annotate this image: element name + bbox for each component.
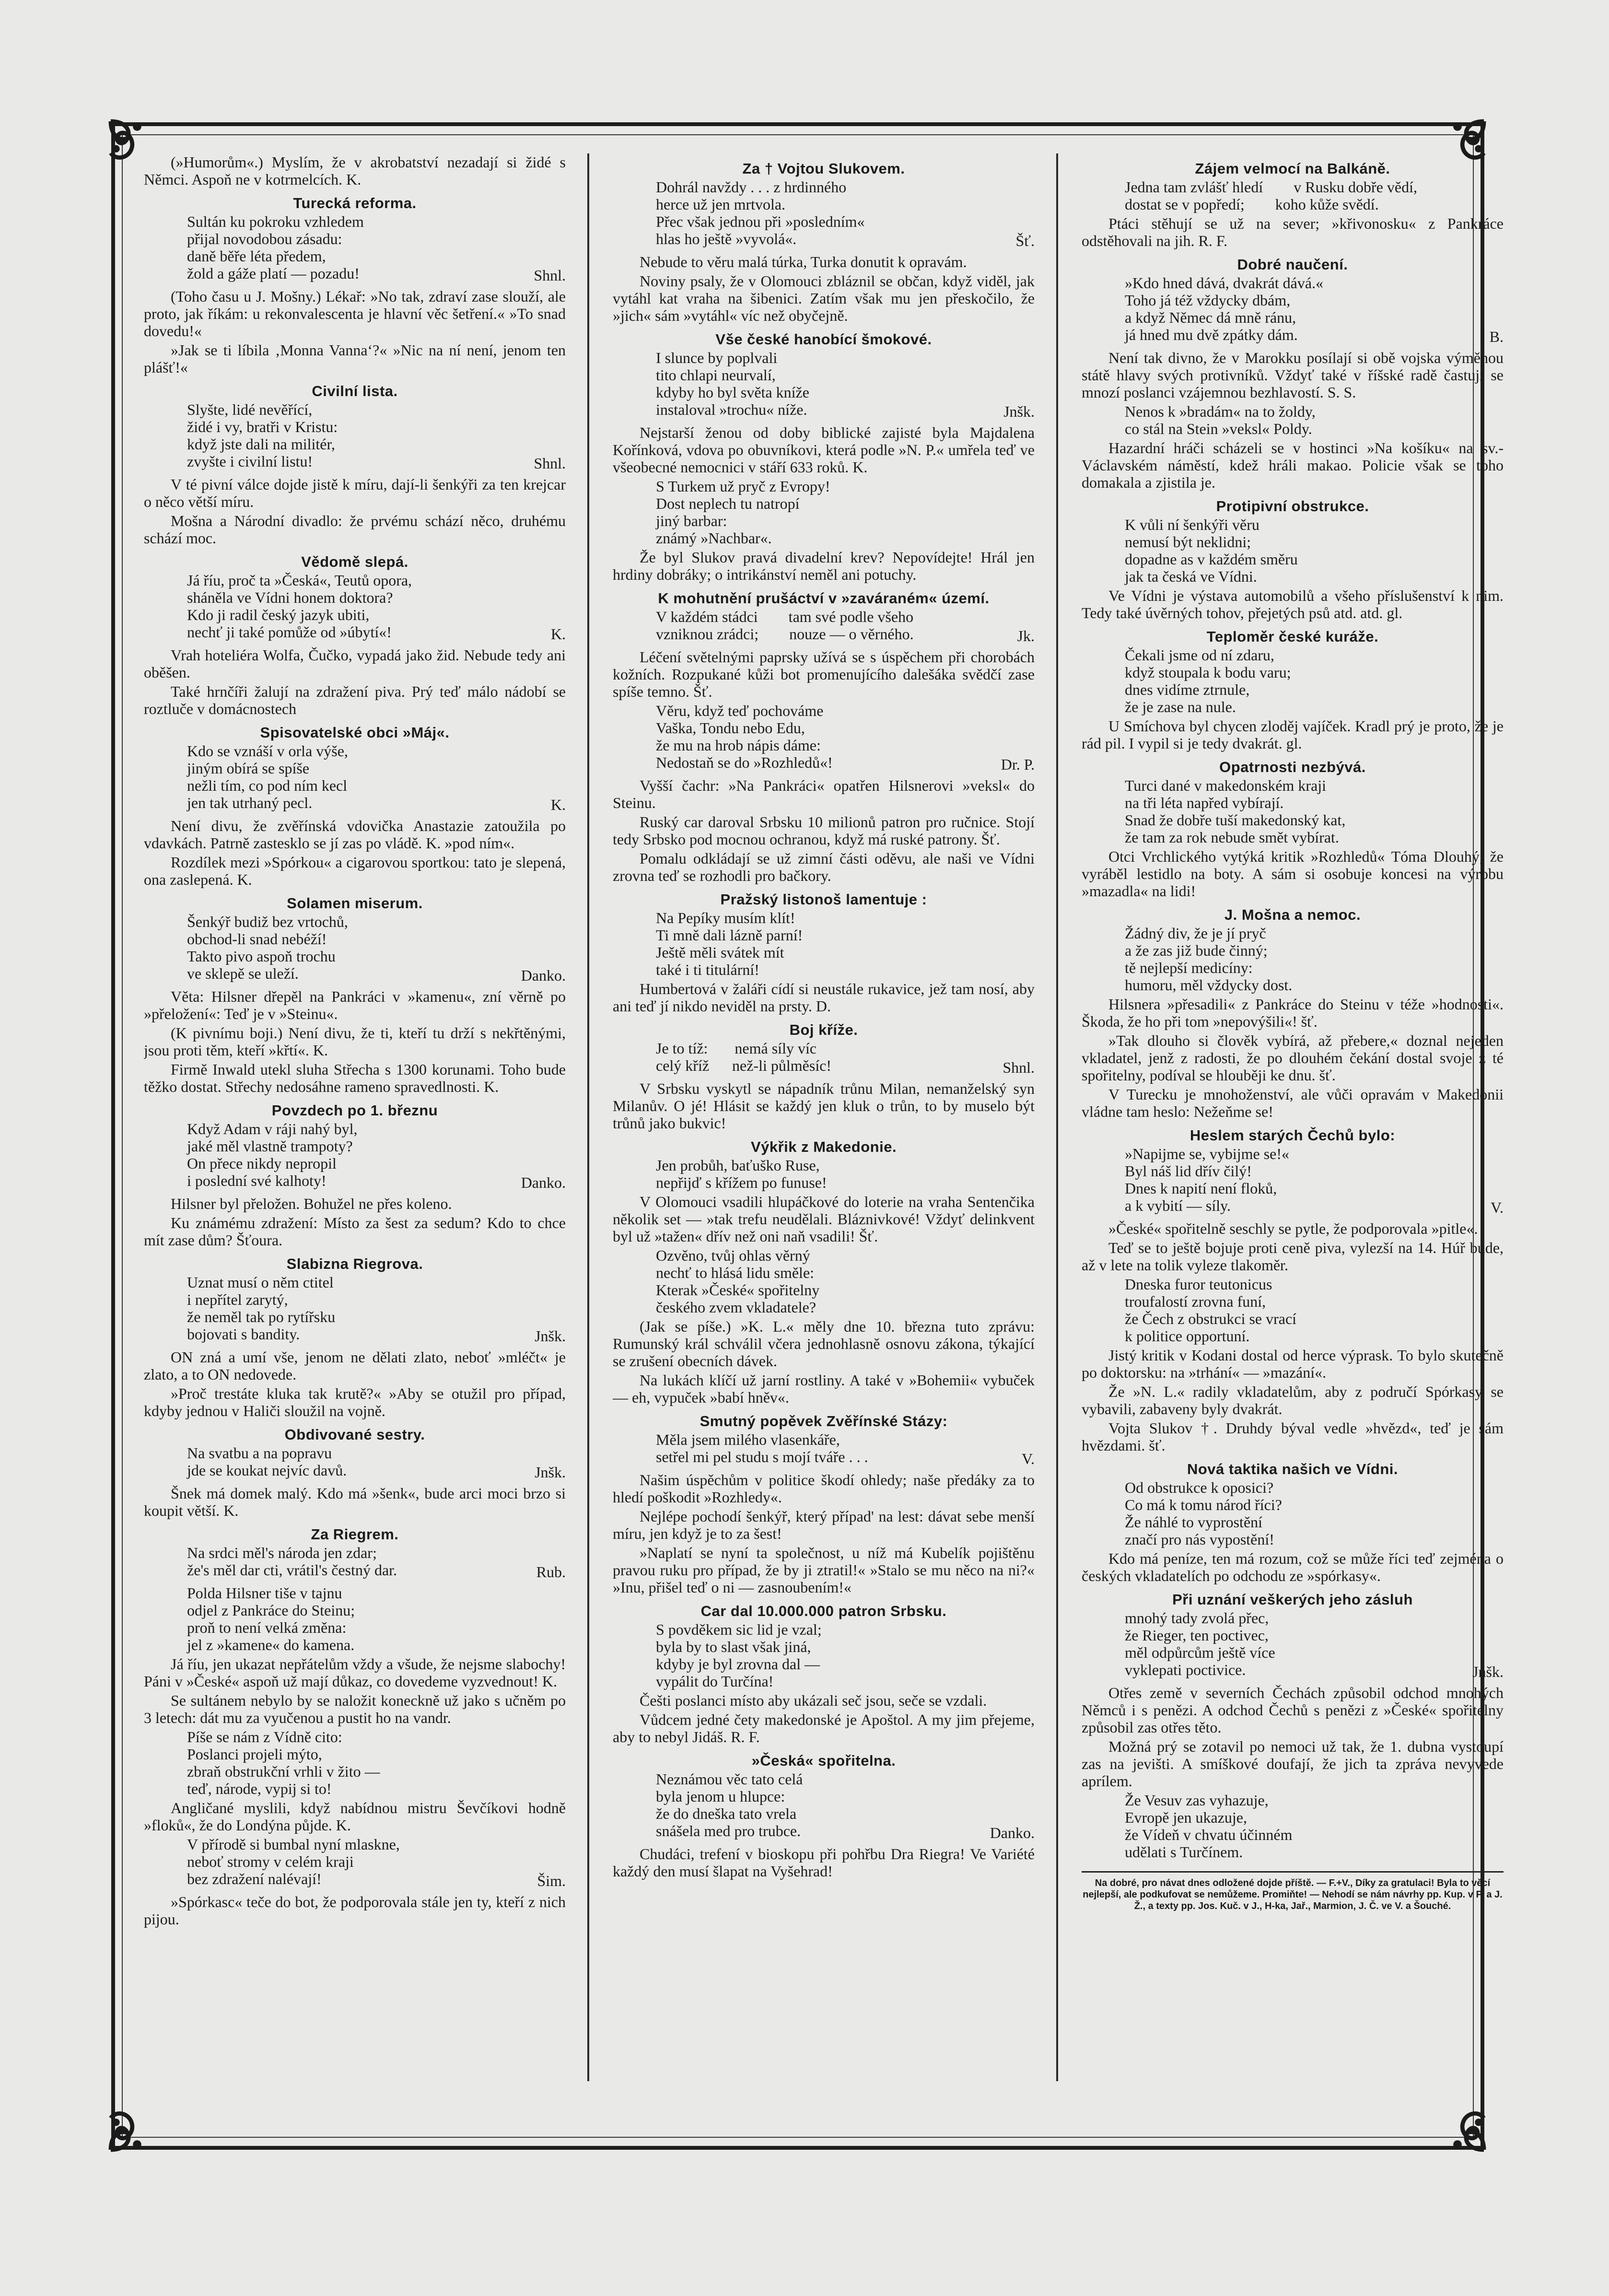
article-paragraph: Věta: Hilsner dřepěl na Pankráci v »kamenu«, zní věrně po »přeložení«: Teď je v »Steinu«. [144,988,566,1022]
article-heading: Smutný popěvek Zvěřínské Stázy: [700,1413,948,1429]
article-heading: Solamen miserum. [287,895,423,912]
article-heading: Zájem velmocí na Balkáně. [1195,160,1390,177]
verse-block: Dneska furor teutonicus troufalostí zrovna funí, že Čech z obstrukci se vrací k politice opportuní. [1125,1276,1297,1345]
verse-block: Je to tíž: nemá síly víc celý kříž než-li půlměsíc! [656,1040,832,1074]
column-divider [1056,153,1058,2081]
author-signature: Shnl. [1003,1059,1035,1076]
article-paragraph: Se sultánem nebylo by se naložit koneckně už jako s učněm po 3 letech: dát mu za vyučenou a pustit ho na vandr. [144,1692,566,1726]
column-right [1082,153,1504,2110]
article-paragraph: V té pivní válce dojde jistě k míru, dají-li šenkýři za ten krejcar o něco větší míru. [144,476,566,510]
article-paragraph: Humbertová v žaláři cídí si neustále rukavice, jež tam nosí, aby ani teď jí nikdo neviděl na prsty. D. [613,980,1035,1015]
verse-block: Jedna tam zvlášť hledí v Rusku dobře vědí, dostat se v popředí; koho kůže svědí. [1125,178,1417,213]
author-signature: Dr. P. [1001,756,1035,773]
article-paragraph: Ve Vídni je výstava automobilů a všeho příslušenství k nim. Tedy také úvěrných tohov, přejetých psů atd. atd. gl. [1082,587,1504,621]
verse-block: Na Pepíky musím klít! Ti mně dali lázně parní! Ještě měli svátek mít také i ti titulární! [656,909,803,978]
article-heading: Turecká reforma. [293,195,417,211]
verse-block: S Turkem už pryč z Evropy! Dost neplech tu natropí jiný barbar: známý »Nachbar«. [656,478,830,547]
verse-block: Měla jsem milého vlasenkáře, setřel mi pel studu s mojí tváře . . . [656,1431,868,1465]
article-paragraph: Pomalu odkládají se už zimní části oděvu, ale naši ve Vídni zrovna teď se rozhodli pro bačkory. [613,850,1035,884]
author-signature: Shnl. [534,267,566,284]
article-heading: Výkřik z Makedonie. [750,1138,897,1155]
author-signature: Danko. [521,967,566,984]
article-heading: Vědomě slepá. [301,553,408,570]
article-paragraph: (»Humorům«.) Myslím, že v akrobatství nezadají si židé s Němci. Aspoň ne v kotrmelcích. K. [144,153,566,188]
verse-block: Slyšte, lidé nevěřící, židé i vy, bratři v Kristu: když jste dali na militér, zvyšte i civilní listu! [187,401,338,470]
author-signature: B. [1489,328,1504,345]
verse-block: V každém stádci tam své podle všeho vzniknou zrádci; nouze — o věrného. [656,608,914,643]
verse-block: Jen probůh, baťuško Ruse, nepřijď s křížem po funuse! [656,1157,827,1191]
article-paragraph: Nejstarší ženou od doby biblické zajisté byla Majdalena Kořínková, vdova po obuvníkovi, která podle »N. P.« umřela teď ve všeobecné nemocnici v stáří 633 roků. K. [613,424,1035,476]
article-paragraph: Teď se to ještě bojuje proti ceně piva, vylezší na 14. Húř bude, až v lete na tolik vyleze tlakoměr. [1082,1239,1504,1274]
article-paragraph: V Turecku je mnohoženství, ale vůči opravám v Makedonii vládne tam heslo: Nežeňme se! [1082,1086,1504,1120]
article-paragraph: Rozdílek mezi »Spórkou« a cigarovou sportkou: tato je slepená, ona zaslepená. K. [144,854,566,888]
article-paragraph: Češti poslanci místo aby ukázali seč jsou, seče se vzdali. [640,1692,987,1709]
article-paragraph: Na lukách klíčí už jarní rostliny. A také v »Bohemii« vybuček — eh, vypuček »babí hněv«. [613,1371,1035,1406]
author-signature: Shnl. [534,455,566,472]
article-heading: Spisovatelské obci »Máj«. [260,724,450,741]
article-heading: Civilní lista. [312,383,398,399]
column-left [144,153,566,2110]
author-signature: K. [550,625,566,643]
verse-block: Na svatbu a na popravu jde se koukat nejvíc davů. [187,1444,347,1479]
verse-block: V přírodě si bumbal nyní mlaskne, neboť stromy v celém kraji bez zdražení nalévají! [187,1836,400,1887]
verse-block: S povděkem sic lid je vzal; byla by to slast však jiná, kdyby je byl zrovna dal — vypálit do Turčína! [656,1621,822,1690]
article-paragraph: Možná prý se zotavil po nemoci už tak, že 1. dubna vystoupí zas na jevišti. A smíškové doufají, že jich ta zpráva nevyvede aprílem. [1082,1738,1504,1790]
verse-block: Píše se nám z Vídně cito: Poslanci projeli mýto, zbraň obstrukční vrhli v žito — teď, národe, vypij si to! [187,1728,380,1797]
author-signature: Jnšk. [535,1327,566,1345]
author-signature: Danko. [521,1174,566,1191]
author-signature: Danko. [990,1824,1035,1841]
article-paragraph: Angličané myslili, když nabídnou mistru Ševčíkovi hodně »floků«, že do Londýna půjde. K. [144,1799,566,1834]
author-signature: Jk. [1017,627,1035,644]
verse-block: Dohrál navždy . . . z hrdinného herce už jen mrtvola. Přec však jednou při »posledním« hlas ho ještě »vyvolá«. [656,178,865,247]
author-signature: K. [550,796,566,813]
verse-block: mnohý tady zvolá přec, že Rieger, ten poctivec, měl odpůrcům ještě více vyklepati poctivice. [1125,1609,1275,1678]
article-paragraph: (Toho času u J. Mošny.) Lékař: »No tak, zdraví zase slouží, ale proto, jak říkám: u rekonvalescenta je hlavní věc šetření.« »To snad dovedu!« [144,288,566,340]
verse-block: K vůli ní šenkýři věru nemusí být neklidni; dopadne as v každém směru jak ta česká ve Vídni. [1125,516,1298,585]
article-paragraph: Já říu, jen ukazat nepřátelům vždy a všude, že nejsme slabochy! Páni v »České« aspoň už mají důkaz, co dovedeme vyzvednout! K. [144,1655,566,1690]
article-heading: Slabizna Riegrova. [286,1255,423,1272]
verse-block: Neznámou věc tato celá byla jenom u hlupce: že do dneška tato vrela snášela med pro trubce. [656,1770,803,1839]
article-paragraph: Chudáci, trefení v bioskopu při pohřbu Dra Riegra! Ve Variété každý den musí šlapat na Vyšehrad! [613,1845,1035,1880]
article-heading: J. Mošna a nemoc. [1224,906,1361,923]
verse-block: Já říu, proč ta »Česká«, Teutů opora, sháněla ve Vídni honem doktora? Kdo ji radil český jazyk ubiti, nechť ji také pomůže od »úbytí«! [187,572,412,641]
author-signature: Jnšk. [1003,403,1035,420]
article-paragraph: »Jak se ti líbila ‚Monna Vanna‘?« »Nic na ní není, jenom ten plášť!« [144,341,566,376]
article-heading: Boj kříže. [789,1021,858,1038]
article-paragraph: Šnek má domek malý. Kdo má »šenk«, bude arci moci brzo si koupit větší. K. [144,1485,566,1519]
verse-block: Kdo se vznáší v orla výše, jiným obírá se spíše nežli tím, co pod ním kecl jen tak utrhaný pecl. [187,742,348,811]
article-heading: Pražský listonoš lamentuje : [720,891,927,908]
article-paragraph: Ptáci stěhují se už na sever; »křivonosku« z Pankráce odstěhovali na jih. R. F. [1082,215,1504,249]
article-paragraph: Jistý kritik v Kodani dostal od herce výprask. To bylo skutečně po doktorsku: na »trhání« — »mazání«. [1082,1347,1504,1381]
article-heading: K mohutnění prušáctví v »zaváraném« území. [658,590,990,607]
article-heading: Za † Vojtou Slukovem. [742,160,905,177]
article-paragraph: ON zná a umí vše, jenom ne dělati zlato, neboť »mléčt« je zlato, a to ON nedovede. [144,1348,566,1383]
column-divider [587,153,589,2081]
article-paragraph: Není tak divno, že v Marokku posílají si obě vojska výměnou státě hlavy svých protivníků. Vždyť také v říšské radě častují se mnozí poslanci vzájemnou bezhlavostí. S. S. [1082,349,1504,401]
article-paragraph: Také hrnčíři žalují na zdražení piva. Prý teď málo nádobí se roztluče v domácnostech [144,683,566,717]
article-heading: Obdivované sestry. [284,1426,425,1443]
article-paragraph: Noviny psaly, že v Olomouci zbláznil se občan, když viděl, jak vytáhl kat vraha na šibenici. Zatím však mu jen přeskočilo, že »jich« sám »vytáhl« víc než obyčejně. [613,272,1035,324]
verse-block: Když Adam v ráji nahý byl, jaké měl vlastně trampoty? On přece nikdy nepropil i poslední své kalhoty! [187,1120,358,1189]
verse-block: Sultán ku pokroku vzhledem přijal novodobou zásadu: daně běře léta předem, žold a gáže platí — pozadu! [187,213,364,282]
verse-block: I slunce by poplvali tito chlapi neurvalí, kdyby ho byl světa kníže instaloval »trochu« níže. [656,349,809,418]
author-signature: Jnšk. [1472,1663,1504,1680]
author-signature: V. [1022,1450,1035,1467]
verse-block: Turci dané v makedonském kraji na tři léta napřed vybírají. Snad že dobře tuší makedonský kat, že tam za rok nebude smět vybírat. [1125,777,1346,846]
verse-block: Od obstrukce k oposici? Co má k tomu národ říci? Že náhlé to vyprostění značí pro nás vypostění! [1125,1479,1282,1548]
article-paragraph: Vůdcem jedné čety makedonské je Apoštol. A my jim přejeme, aby to nebyl Jidáš. R. F. [613,1711,1035,1745]
article-paragraph: Hilsner byl přeložen. Bohužel ne přes koleno. [171,1195,452,1212]
article-paragraph: Ku známému zdražení: Místo za šest za sedum? Kdo to chce mít zase dům? Šťoura. [144,1214,566,1249]
column-middle [613,153,1035,2110]
verse-block: Ozvěno, tvůj ohlas věrný nechť to hlásá lidu směle: Kterak »České« spořitelny českého zvem vkladatele? [656,1247,820,1316]
verse-block: Polda Hilsner tiše v tajnu odjel z Pankráce do Steinu; proň to není velká změna: jel z »kamene« do kamena. [187,1584,355,1653]
article-paragraph: Hazardní hráči scházeli se v hostinci »Na košíku« na sv.-Václavském náměstí, kdež hráli makao. Policie však se toho domakala a zjistila je. [1082,439,1504,491]
column-right-body [1082,160,1504,1861]
article-paragraph: »Proč trestáte kluka tak krutě?« »Aby se otužil pro případ, kdyby jednou v Haliči sloužil na vojně. [144,1385,566,1419]
article-paragraph: Léčení světelnými paprsky užívá se s úspěchem při chorobách kožních. Rozpukané kůži bot promenujícího dalešáka svědčí zase spíše temno. Šť. [613,648,1035,700]
article-paragraph: Nejlépe pochodí šenkýř, který případ' na lest: dávat sebe menší míru, jen když je to za šest! [613,1508,1035,1542]
article-heading: Opatrnosti nezbývá. [1219,759,1366,775]
author-signature: Šť. [1015,232,1035,249]
article-heading: »Česká« spořitelna. [751,1752,896,1769]
verse-block: Šenkýř budiž bez vrtochů, obchod-li snad nebéží! Takto pivo aspoň trochu ve sklepě se uleží. [187,913,348,982]
article-paragraph: U Smíchova byl chycen zloděj vajíček. Kradl prý je proto, že je rád pil. I vypil si je tedy dvakrát. gl. [1082,717,1504,752]
article-paragraph: Otci Vrchlického vytýká kritik »Rozhledů« Tóma Dlouhý, že vyráběl lestidlo na boty. A sám si osobuje koncesi na výrobu »mazadla« na lidi! [1082,848,1504,900]
article-heading: Protipivní obstrukce. [1216,498,1369,515]
article-paragraph: Vojta Slukov †. Druhdy býval vedle »hvězd«, teď je sám hvězdami. šť. [1082,1419,1504,1454]
article-paragraph: Hilsnera »přesadili« z Pankráce do Steinu v téže »hodnosti«. Škoda, že ho při tom »nepovýšili«! šť. [1082,996,1504,1030]
page-columns [144,153,1504,2120]
article-paragraph: (K pivnímu boji.) Není divu, že ti, kteří tu drží s nekřtěnými, jsou proti těm, kteří »křtí«. K. [144,1024,566,1059]
verse-block: »Kdo hned dává, dvakrát dává.« Toho já též vždycky dbám, a když Němec dá mně ránu, já hned mu dvě zpátky dám. [1125,274,1324,343]
article-heading: Dobré naučení. [1237,256,1348,273]
article-paragraph: Kdo má peníze, ten má rozum, což se může říci teď zejména o českých vkladatelích po odchodu ze »spórkasy«. [1082,1550,1504,1584]
article-heading: Teploměr české kuráže. [1206,628,1379,645]
article-paragraph: Vrah hoteliéra Wolfa, Čučko, vypadá jako žid. Nebude tedy ani oběšen. [144,646,566,681]
article-paragraph: Že byl Slukov pravá divadelní krev? Nepovídejte! Hrál jen hrdiny dobráky; o intrikánství neměl ani potuchy. [613,549,1035,583]
article-paragraph: Vyšší čachr: »Na Pankráci« opatřen Hilsnerovi »veksl« do Steinu. [613,777,1035,811]
verse-block: Věru, když teď pochováme Vaška, Tondu nebo Edu, že mu na hrob nápis dáme: Nedostaň se do »Rozhledů«! [656,702,833,771]
author-signature: Jnšk. [535,1464,566,1481]
article-heading: Heslem starých Čechů bylo: [1189,1127,1396,1144]
article-paragraph: Není divu, že zvěřínská vdovička Anastazie zatoužila po vdavkách. Patrně zastesklo se jí zas po vládě. K. »pod ním«. [144,817,566,852]
article-heading: Při uznání veškerých jeho zásluh [1172,1591,1413,1608]
article-heading: Nová taktika našich ve Vídni. [1187,1461,1399,1477]
article-paragraph: »Spórkasc« teče do bot, že podporovala stále jen ty, kteří z nich pijou. [144,1893,566,1928]
article-paragraph: Otřes země v severních Čechách způsobil odchod mnohých Němců i s penězi. A odchod Čechů s penězi z »České« spořitelny způsobil zas otřes těto. [1082,1684,1504,1736]
article-paragraph: »Tak dlouho si člověk vybírá, až přebere,« doznal nejeden vkladatel, jenž z radosti, že po dlouhém čekání dostal svoje z té spořitelny, podíval se hlouběji ke dnu. šť. [1082,1032,1504,1084]
editorial-note: Na dobré, pro návat dnes odložené dojde příště. — F.+V., Díky za gratulaci! Byla to věcí nejlepší, ale podkufovat se nemůžeme. Promiňte! — Nehodí se nám návrhy pp. Kup. v P. a J. Ž., a texty pp. Jos. Kuč. v J., H-ka, Jař., Marmion, J. Č. ve V. a Šouché. [1082,1871,1504,1912]
article-paragraph: Že »N. L.« radily vkladatelům, aby z područí Spórkasy se vybavili, zabaveny byly dvakrát. [1082,1383,1504,1417]
verse-block: »Napijme se, vybijme se!« Byl náš lid dřív čilý! Dnes k napití není floků, a k vybití — síly. [1125,1145,1290,1214]
article-heading: Vše české hanobící šmokové. [715,331,932,348]
verse-block: Čekali jsme od ní zdaru, když stoupala k bodu varu; dnes vidíme ztrnule, že je zase na nule. [1125,646,1291,715]
article-paragraph: Ruský car daroval Srbsku 10 milionů patron pro ručnice. Stojí tedy Srbsko pod mocnou ochranou, když má ruské patrony. Šť. [613,813,1035,848]
article-heading: Povzdech po 1. březnu [271,1102,438,1119]
article-heading: Car dal 10.000.000 patron Srbsku. [700,1603,947,1619]
verse-block: Žádný div, že je jí pryč a že zas již bude činný; tě nejlepší medicíny: humoru, měl vždycky dost. [1125,925,1293,994]
author-signature: Šim. [537,1872,566,1889]
article-heading: Za Riegrem. [311,1526,399,1543]
article-paragraph: Firmě Inwald utekl sluha Střecha s 1300 korunami. Toho bude těžko dostat. Střechy nedosáhne rameno spravedlnosti. K. [144,1061,566,1095]
article-paragraph: Mošna a Národní divadlo: že prvému schází něco, druhému schází moc. [144,512,566,547]
verse-block: Nenos k »bradám« na to žoldy, co stál na Stein »veksl« Poldy. [1125,403,1316,437]
verse-block: Že Vesuv zas vyhazuje, Evropě jen ukazuje, že Vídeň v chvatu účinném udělati s Turčínem. [1125,1792,1293,1861]
article-paragraph: V Srbsku vyskytl se nápadník trůnu Milan, nemanželský syn Milanův. O jé! Hlásit se každý jen kluk o trůn, to by muselo být trůnů jako bukvic! [613,1080,1035,1132]
author-signature: V. [1491,1199,1504,1216]
article-paragraph: »České« spořitelně seschly se pytle, že podporovala »pitle«. [1108,1220,1478,1237]
article-paragraph: V Olomouci vsadili hlupáčkové do loterie na vraha Sentenčika několik set — »tak trefu neudělali. Bláznivkové! Vždyť delinkvent byl už »tažen« dřív než oni naň vsadili! Šť. [613,1193,1035,1245]
article-paragraph: »Naplatí se nyní ta společnost, u níž má Kubelík pojištěnu pravou ruku pro případ, že by ji ztratil!« »Stalo se mu něco na ni?« »Inu, přišel teď o ni — zasnoubením!« [613,1544,1035,1596]
article-paragraph: Nebude to věru malá túrka, Turka donutit k opravám. [640,253,967,270]
verse-block: Na srdci měl's národa jen zdar; že's měl dar cti, vrátil's čestný dar. [187,1544,397,1579]
verse-block: Uznat musí o něm ctitel i nepřítel zarytý, že neměl tak po rytířsku bojovati s bandity. [187,1274,336,1343]
author-signature: Rub. [536,1563,566,1581]
article-paragraph: Našim úspěchům v politice škodí ohledy; naše předáky za to hledí poškodit »Rozhledy«. [613,1471,1035,1506]
article-paragraph: (Jak se píše.) »K. L.« měly dne 10. března tuto zprávu: Rumunský král schválil včera jednohlasně osnovu zákona, týkající se zrušení obecních dávek. [613,1318,1035,1370]
